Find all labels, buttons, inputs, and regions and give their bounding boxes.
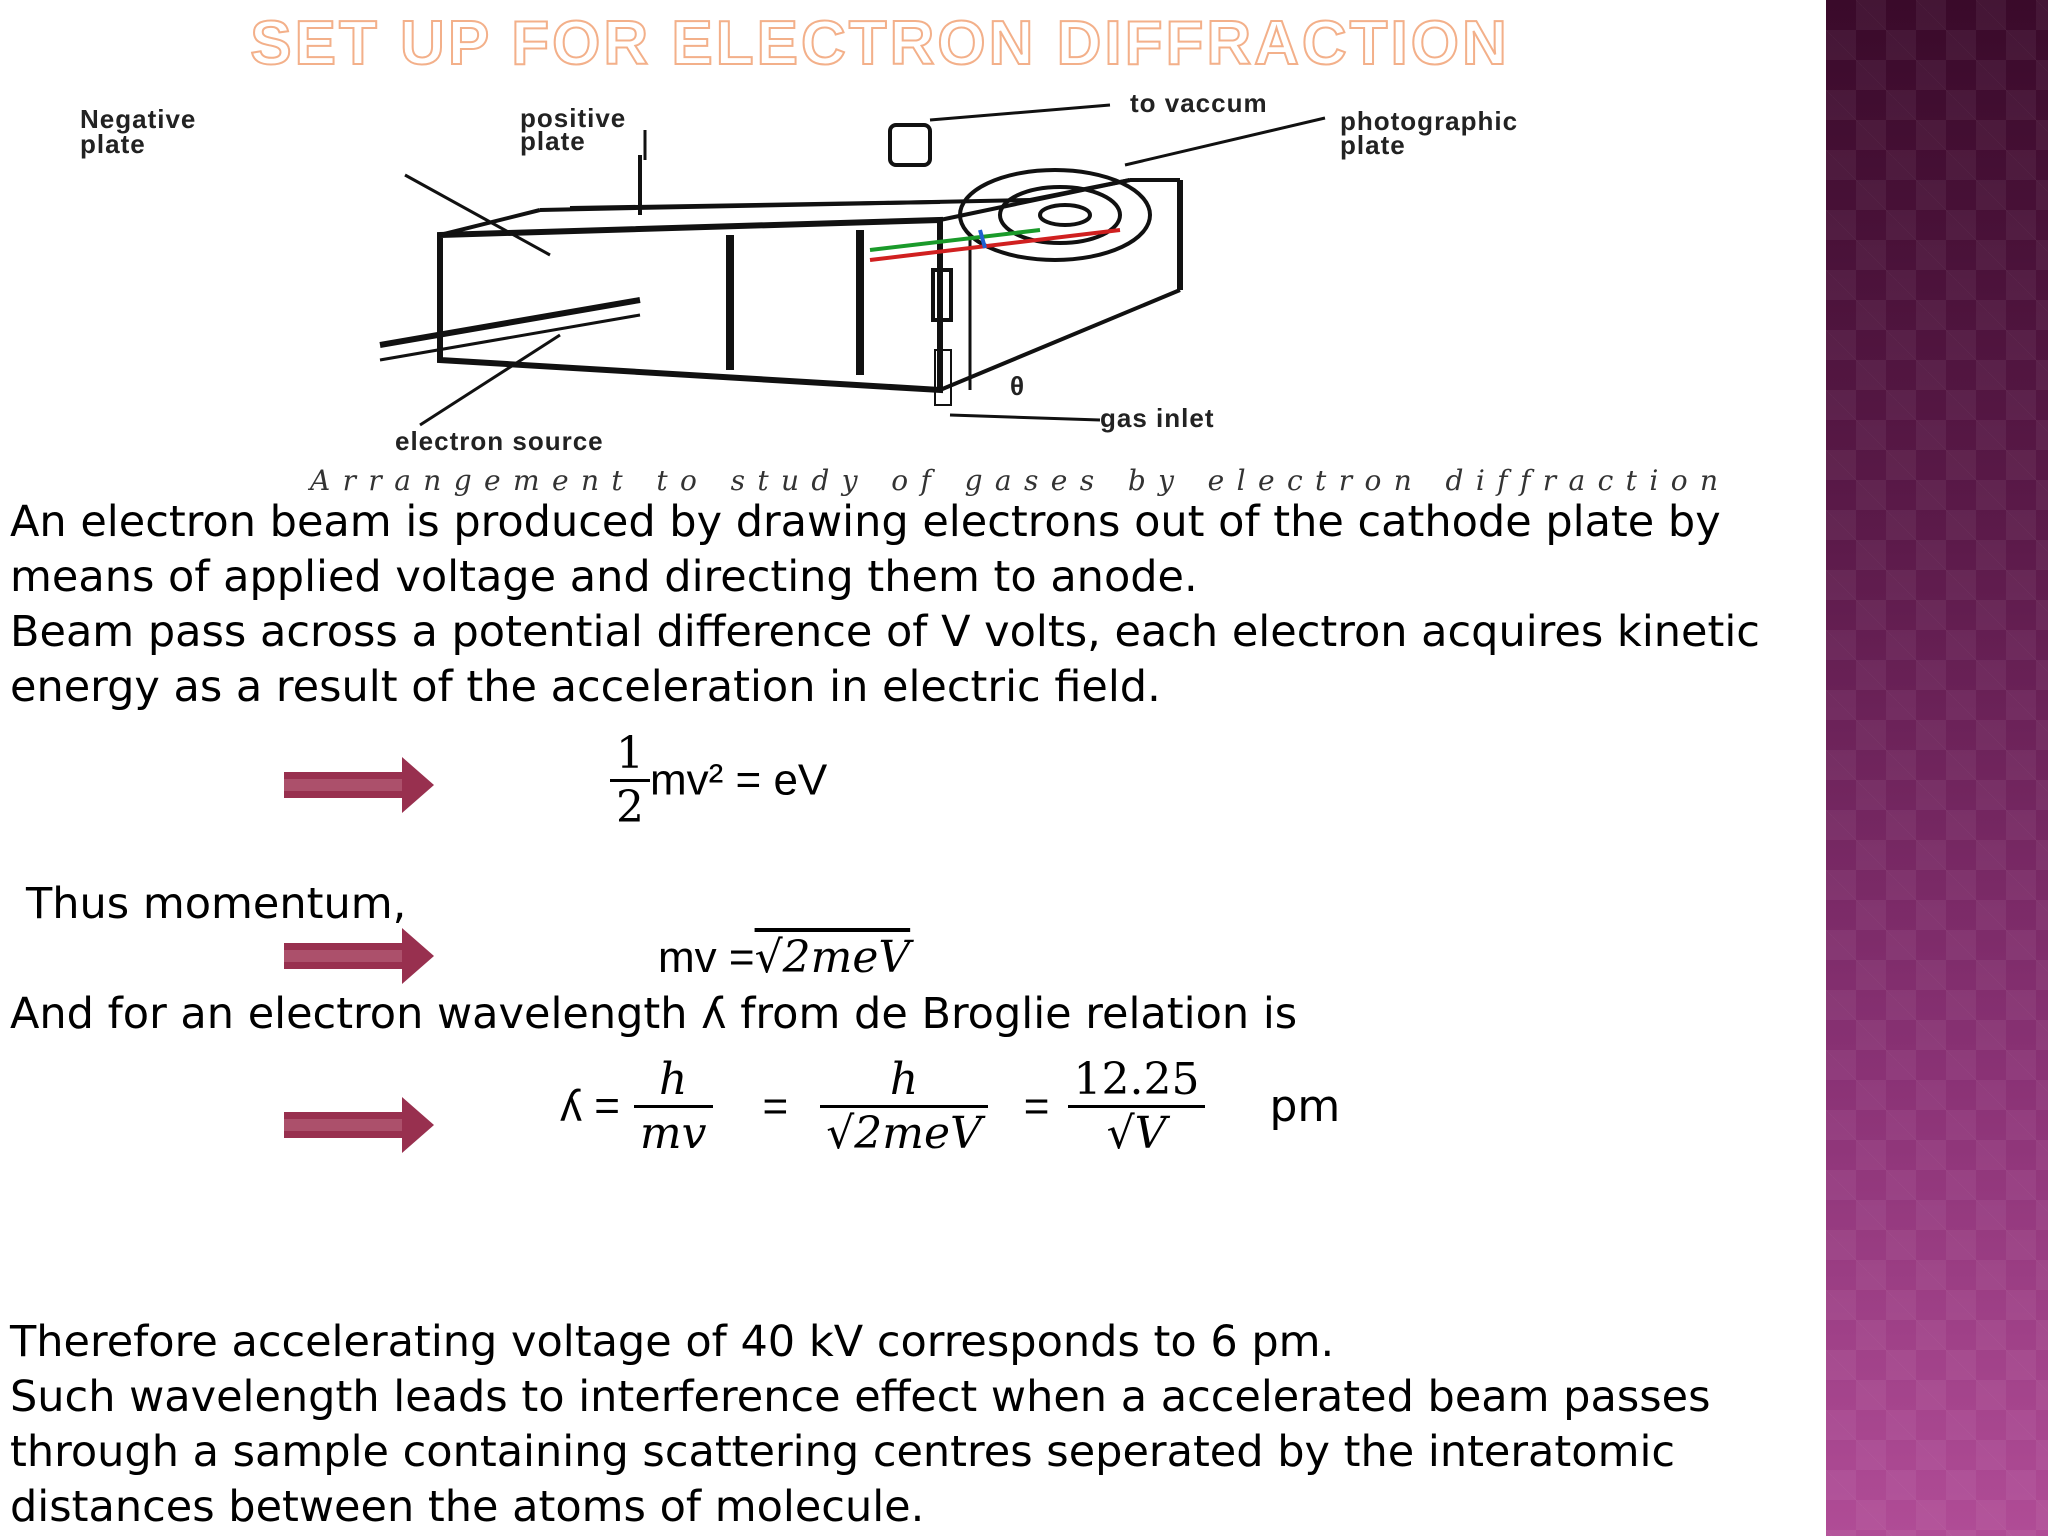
text-debroglie: And for an electron wavelength ʎ from de Broglie relation is xyxy=(10,989,1298,1039)
right-arrow-icon xyxy=(284,757,434,813)
fraction-numerator: 1 xyxy=(610,728,650,782)
diagram-caption: Arrangement to study of gases by electron diffraction xyxy=(310,464,1720,497)
label-positive-plate: positive xyxy=(520,103,627,133)
equation-text: ʎ = xyxy=(560,1081,620,1131)
label-photographic-plate: plate xyxy=(1340,130,1406,160)
text-thus-momentum: Thus momentum, xyxy=(26,879,407,929)
text-line: Beam pass across a potential difference of V volts, each electron acquires kinetic xyxy=(10,607,1760,657)
fraction-denominator: 2 xyxy=(616,782,644,833)
equation-text: mv = xyxy=(658,933,755,982)
slide-title: SET UP FOR ELECTRON DIFFRACTION xyxy=(250,9,1510,78)
text-line: means of applied voltage and directing them to anode. xyxy=(10,552,1198,602)
label-negative-plate: plate xyxy=(80,129,146,159)
paragraph-intro xyxy=(10,495,1790,715)
equation-text: = xyxy=(762,1081,789,1131)
fraction-denominator: √V xyxy=(1106,1108,1167,1159)
equation-momentum xyxy=(658,932,910,983)
fraction-denominator: √2meV xyxy=(826,1108,982,1159)
fraction-numerator: h xyxy=(634,1054,713,1108)
right-arrow-icon xyxy=(284,1097,434,1153)
label-to-vaccum: to vaccum xyxy=(1130,90,1268,118)
label-gas-inlet: gas inlet xyxy=(1100,403,1215,433)
fraction-numerator: h xyxy=(820,1054,988,1108)
text-line: distances between the atoms of molecule. xyxy=(10,1482,925,1532)
text-line: through a sample containing scattering centres seperated by the interatomic xyxy=(10,1427,1676,1477)
fraction-denominator: mv xyxy=(639,1108,707,1159)
paragraph-conclusion xyxy=(10,1315,1790,1535)
label-photographic-plate: photographic xyxy=(1340,106,1519,136)
label-negative-plate: Negative xyxy=(80,104,197,134)
equation-unit: pm xyxy=(1269,1081,1341,1132)
diffraction-ring xyxy=(1040,205,1090,225)
text-line: An electron beam is produced by drawing electrons out of the cathode plate by xyxy=(10,497,1721,547)
vacuum-port xyxy=(890,125,930,165)
text-line: Such wavelength leads to interference effect when a accelerated beam passes xyxy=(10,1372,1711,1422)
label-positive-plate: plate xyxy=(520,126,586,156)
fraction-numerator: 12.25 xyxy=(1068,1054,1206,1108)
equation-text: = xyxy=(1023,1081,1050,1131)
decorative-side-band xyxy=(1826,0,2048,1536)
text-line: energy as a result of the acceleration in electric field. xyxy=(10,662,1161,712)
equation-wavelength xyxy=(560,1054,1340,1159)
electron-diffraction-diagram xyxy=(80,90,1730,510)
equation-root: √2meV xyxy=(754,932,911,983)
equation-kinetic-energy xyxy=(610,728,827,833)
equation-text: mv² = eV xyxy=(650,755,828,805)
right-arrow-icon xyxy=(284,928,434,984)
text-line: Therefore accelerating voltage of 40 kV corresponds to 6 pm. xyxy=(10,1317,1335,1367)
label-electron-source: electron source xyxy=(395,426,604,456)
label-theta: θ xyxy=(1010,371,1026,401)
beam-green xyxy=(870,230,1040,250)
